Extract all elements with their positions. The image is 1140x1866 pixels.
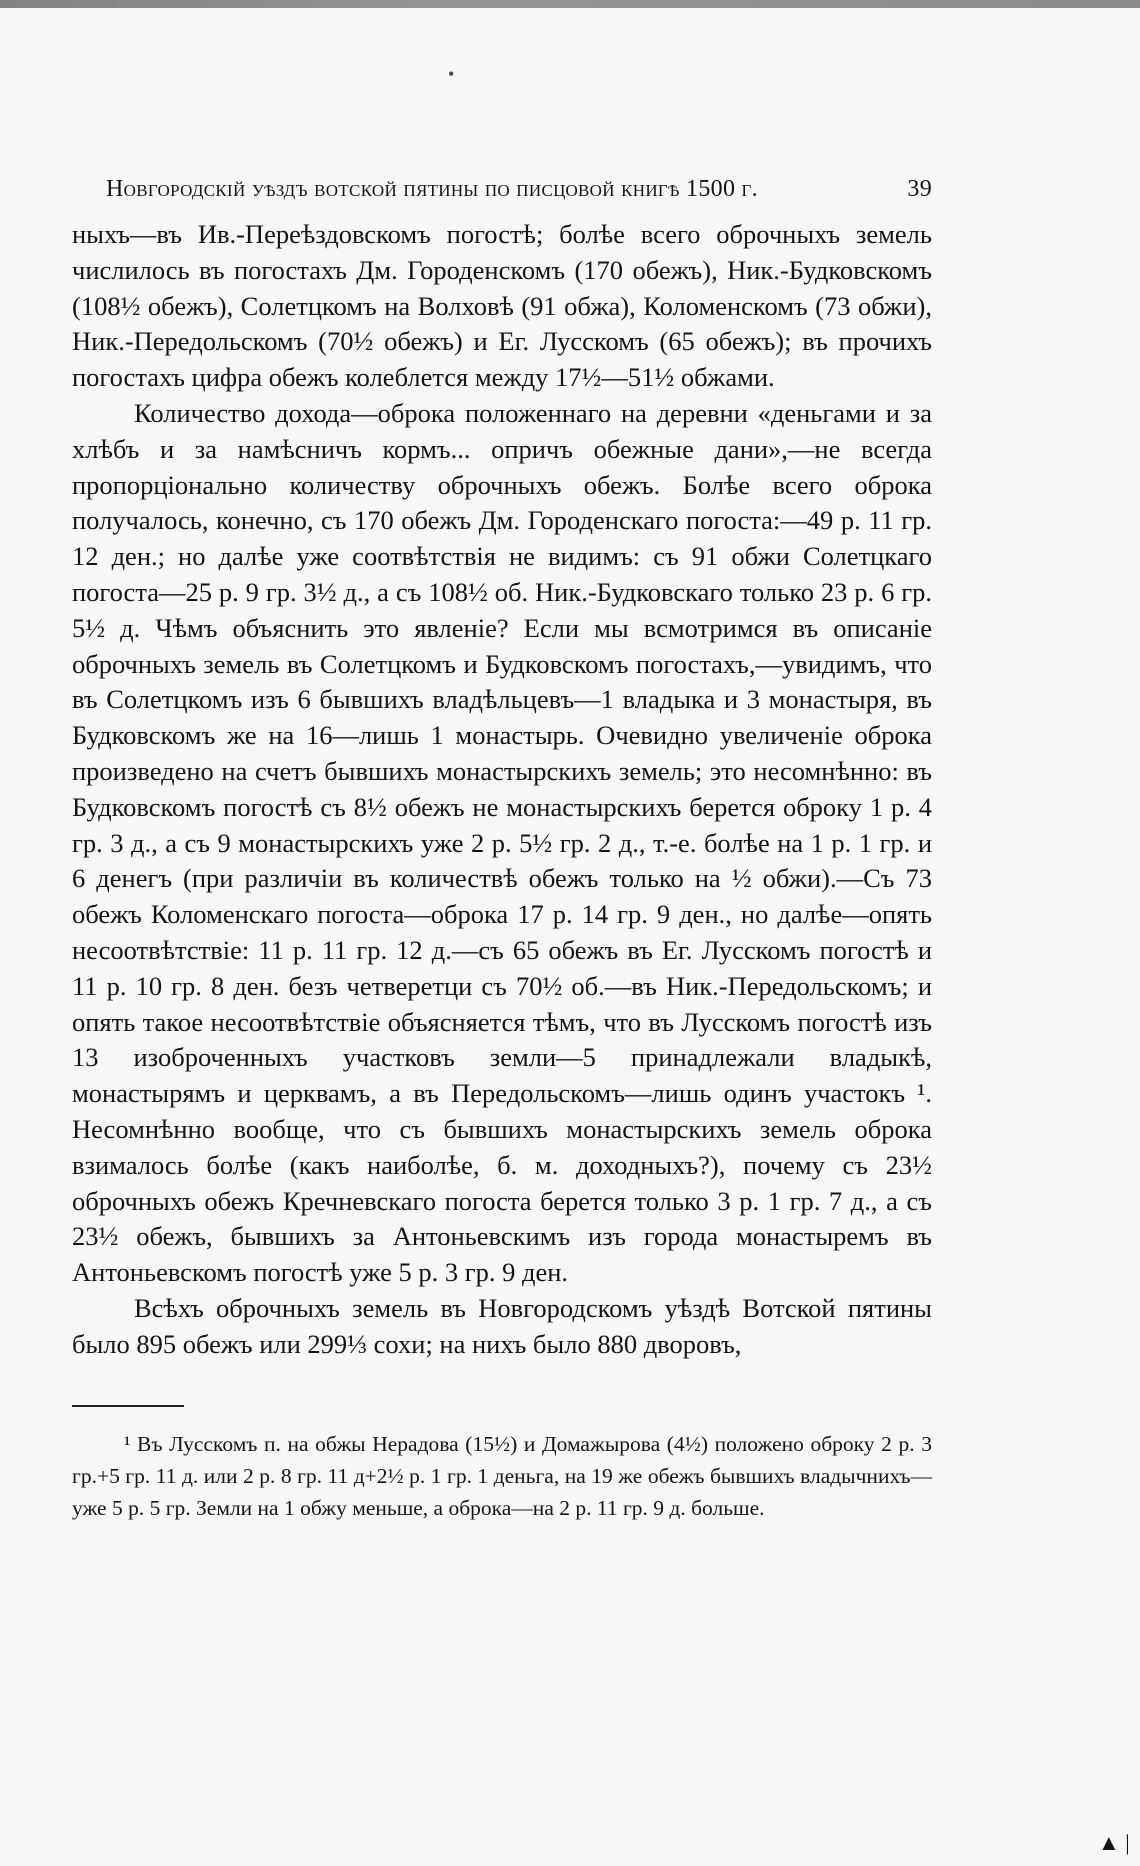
paragraph-continuation: ныхъ—въ Ив.-Переѣздовскомъ погостѣ; болѣе всего оброчныхъ земель числилось въ погостахъ Дм. Городенскомъ (170 обежъ), Ник.-Будковскомъ (108½ обежъ), Солетцкомъ на Волховѣ (91 обжа), Коломенскомъ (73 обжи), Ник.-Передольскомъ (70½ обежъ) и Ег. Лусскомъ (65 обежъ); въ прочихъ погостахъ цифра обежъ колеблется между 17½—51½ обжами.	[72, 219, 932, 393]
footnote: ¹ Въ Лусскомъ п. на обжы Нерадова (15½) и Домажырова (4½) положено оброку 2 р. 3 гр.+5 гр. 11 д. или 2 р. 8 гр. 11 д+2½ р. 1 гр. 1 деньга, на 19 же обежъ бывшихъ владычнихъ—уже 5 р. 5 гр. Земли на 1 обжу меньше, а оброка—на 2 р. 11 гр. 9 д. больше.	[72, 1432, 932, 1520]
paragraph-income: Количество дохода—оброка положеннаго на деревни «деньгами и за хлѣбъ и за намѣсничъ кормъ... опричъ обежные дани»,—не всегда пропорціонально количеству оброчныхъ обежъ. Болѣе всего оброка получалось, конечно, съ 170 обежъ Дм. Городенскаго погоста:—49 р. 11 гр. 12 ден.; но далѣе уже соотвѣтствія не видимъ: съ 91 обжи Солетцкаго погоста—25 р. 9 гр. 3½ д., а съ 108½ об. Ник.-Будковскаго только 23 р. 6 гр. 5½ д. Чѣмъ объяснить это явленіе? Если мы всмотримся въ описаніе оброчныхъ земель въ Солетцкомъ и Будковскомъ погостахъ,—увидимъ, что въ Солетцкомъ изъ 6 бывшихъ владѣльцевъ—1 владыка и 3 монастыря, въ Будковскомъ же на 16—лишь 1 монастырь. Очевидно увеличеніе оброка произведено на счетъ бывшихъ монастырскихъ земель; это несомнѣнно: въ Будковскомъ погостѣ съ 8½ обежъ не монастырскихъ берется оброку 1 р. 4 гр. 3 д., а съ 9 монастырскихъ уже 2 р. 5½ гр. 2 д., т.-е. болѣе на 1 р. 1 гр. и 6 денегъ (при различіи въ количествѣ обежъ только на ½ обжи).—Съ 73 обежъ Коломенскаго погоста—оброка 17 р. 14 гр. 9 ден., но далѣе—опять несоотвѣтствіе: 11 р. 11 гр. 12 д.—съ 65 обежъ въ Ег. Лусскомъ погостѣ и 11 р. 10 гр. 8 ден. безъ четверетци съ 70½ об.—въ Ник.-Передольскомъ; и опять такое несоотвѣтствіе объясняется тѣмъ, что въ Лусскомъ погостѣ изъ 13 изоброченныхъ участковъ земли—5 принадлежали владыкѣ, монастырямъ и церквамъ, а въ Передольскомъ—лишь одинъ участокъ ¹. Несомнѣнно вообще, что съ бывшихъ монастырскихъ земель оброка взималось болѣе (какъ наиболѣе, б. м. доходныхъ?), почему съ 23½ оброчныхъ обежъ Кречневскаго погоста берется только 3 р. 1 гр. 7 д., а съ 23½ обежъ, бывшихъ за Антоньевскимъ изъ города монастыремъ въ Антоньевскомъ погостѣ уже 5 р. 3 гр. 9 ден.	[72, 397, 932, 1288]
main-text	[72, 217, 932, 1363]
footnote-rule	[72, 1405, 184, 1407]
running-header	[106, 176, 932, 203]
book-page	[72, 176, 932, 1546]
running-title: Новгородскій уѣздъ вотской пятины по писцовой книгѣ 1500 г.	[106, 176, 758, 202]
scan-top-edge	[0, 0, 1140, 8]
scan-dot-mark: •	[448, 64, 455, 84]
scan-corner-mark: ▲ |	[1098, 1830, 1130, 1855]
paragraph-totals: Всѣхъ оброчныхъ земель въ Новгородскомъ уѣздѣ Вотской пятины было 895 обежъ или 299⅓ сохи; на нихъ было 880 дворовъ,	[72, 1292, 932, 1359]
page-number: 39	[907, 176, 932, 202]
